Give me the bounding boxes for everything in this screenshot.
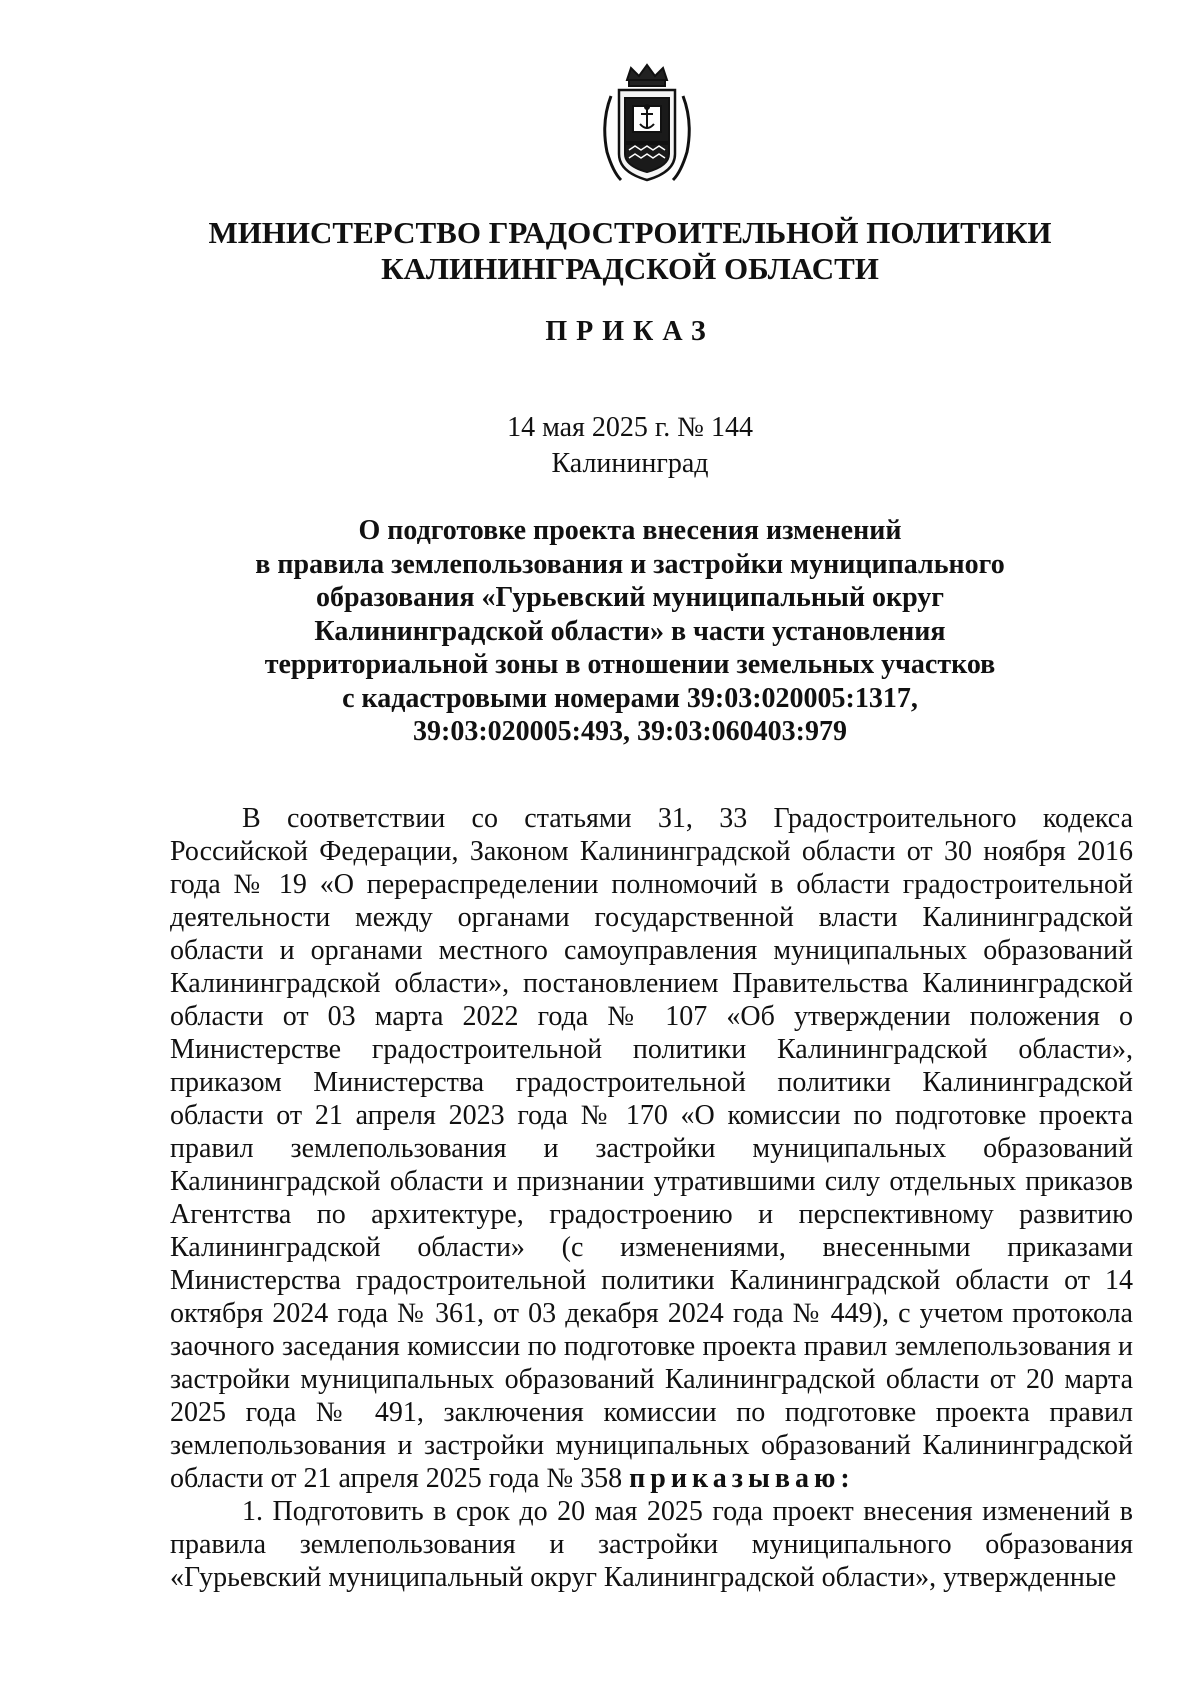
- subject-line: 39:03:020005:493, 39:03:060403:979: [413, 716, 847, 747]
- order-word: приказываю:: [629, 1463, 855, 1494]
- coat-of-arms-emblem: [597, 62, 697, 187]
- subject-line: образования «Гурьевский муниципальный округ: [315, 582, 945, 613]
- date-and-number: 14 мая 2025 г. № 144: [507, 412, 753, 443]
- subject-line: О подготовке проекта внесения изменений: [358, 515, 902, 546]
- ministry-name: [200, 215, 1060, 287]
- order-subject: [230, 514, 1030, 749]
- subject-line: с кадастровыми номерами 39:03:020005:1317,: [342, 682, 918, 714]
- subject-line: в правила землепользования и застройки муниципального: [255, 548, 1005, 580]
- preamble-paragraph: [170, 802, 1133, 1495]
- ministry-line-2: КАЛИНИНГРАДСКОЙ ОБЛАСТИ: [381, 251, 879, 286]
- city-name: Калининград: [551, 448, 709, 479]
- subject-line: территориальной зоны в отношении земельных участков: [264, 649, 996, 680]
- order-body: [170, 802, 1133, 1594]
- document-type-title: ПРИКАЗ: [545, 316, 715, 347]
- preamble-text: В соответствии со статьями 31, 33 Градостроительного кодекса Российской Федерации, Законом Калининградской области от 30 ноября 2016 года № 19 «О перераспределении полномочий в области градостроительной деятельности между органами государственной власти Калининградской области и органами местного самоуправления муниципальных образований Калининградской области», постановлением Правительства Калининградской области от 03 марта 2022 года № 107 «Об утверждении положения о Министерстве градостроительной политики Калининградской области», приказом Министерства градостроительной политики Калининградской области от 21 апреля 2023 года № 170 «О комиссии по подготовке проекта правил землепользования и застройки муниципальных образований Калининградской области и признании утратившими силу отдельных приказов Агентства по архитектуре, градостроению и перспективному развитию Калининградской области» (с изменениями, внесенными приказами Министерства градостроительной политики Калининградской области от 14 октября 2024 года № 361, от 03 декабря 2024 года № 449), с учетом протокола заочного заседания комиссии по подготовке проекта правил землепользования и застройки муниципальных образований Калининградской области от 20 марта 2025 года № 491, заключения комиссии по подготовке проекта правил землепользования и застройки муниципальных образований Калининградской области от 21 апреля 2025 года № 358: [170, 803, 1133, 1494]
- item-1-paragraph: 1. Подготовить в срок до 20 мая 2025 года проект внесения изменений в правила землепользования и застройки муниципального образования «Гурьевский муниципальный округ Калининградской области», утвержденные: [170, 1496, 1133, 1593]
- subject-line: Калининградской области» в части установления: [314, 615, 946, 647]
- ministry-line-1: МИНИСТЕРСТВО ГРАДОСТРОИТЕЛЬНОЙ ПОЛИТИКИ: [208, 215, 1052, 250]
